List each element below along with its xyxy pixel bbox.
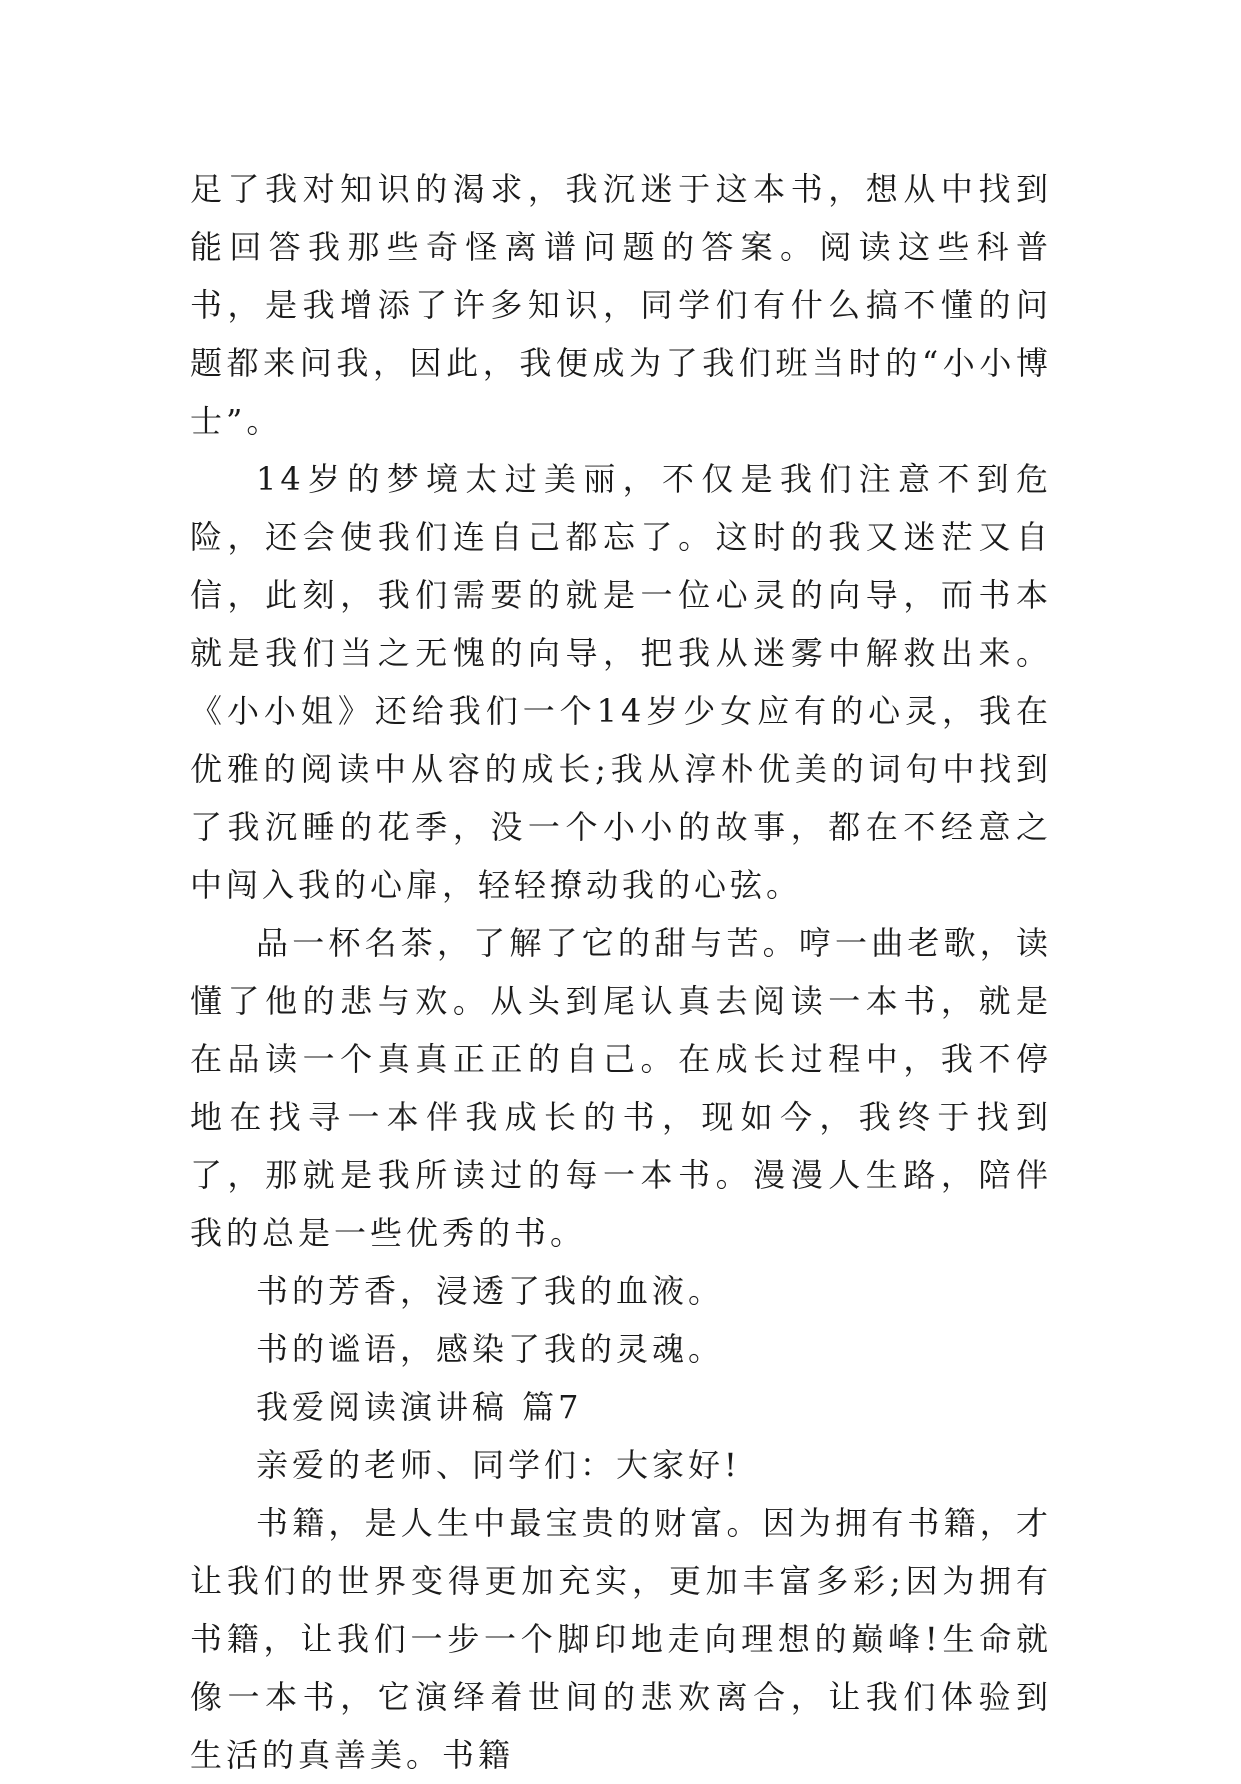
section-heading: 我爱阅读演讲稿 篇7 xyxy=(256,1388,583,1426)
paragraph: 14岁的梦境太过美丽，不仅是我们注意不到危险，还会使我们连自己都忘了。这时的我又迷茫又自信，此刻，我们需要的就是一位心灵的向导，而书本就是我们当之无愧的向导，把我从迷雾中解救出来。《小小姐》还给我们一个14岁少女应有的心灵，我在优雅的阅读中从容的成长;我从淳朴优美的词句中找到了我沉睡的花季，没一个小小的故事，都在不经意之中闯入我的心扉，轻轻撩动我的心弦。 xyxy=(190,460,1052,904)
paragraph: 品一杯名茶，了解了它的甜与苦。哼一曲老歌，读懂了他的悲与欢。从头到尾认真去阅读一本书，就是在品读一个真真正正的自己。在成长过程中，我不停地在找寻一本伴我成长的书，现如今，我终于找到了，那就是我所读过的每一本书。漫漫人生路，陪伴我的总是一些优秀的书。 xyxy=(190,924,1052,1252)
paragraph: 足了我对知识的渴求，我沉迷于这本书，想从中找到能回答我那些奇怪离谱问题的答案。阅读这些科普书，是我增添了许多知识，同学们有什么搞不懂的问题都来问我，因此，我便成为了我们班当时的“小小博士”。 xyxy=(190,170,1052,440)
paragraph: 书的谧语，感染了我的灵魂。 xyxy=(256,1330,725,1368)
document-body xyxy=(190,160,1052,1784)
paragraph: 书的芳香，浸透了我的血液。 xyxy=(256,1272,725,1310)
salutation: 亲爱的老师、同学们：大家好! xyxy=(256,1446,741,1484)
paragraph: 书籍，是人生中最宝贵的财富。因为拥有书籍，才让我们的世界变得更加充实，更加丰富多彩;因为拥有书籍，让我们一步一个脚印地走向理想的巅峰!生命就像一本书，它演绎着世间的悲欢离合，让我们体验到生活的真善美。书籍 xyxy=(190,1504,1052,1774)
